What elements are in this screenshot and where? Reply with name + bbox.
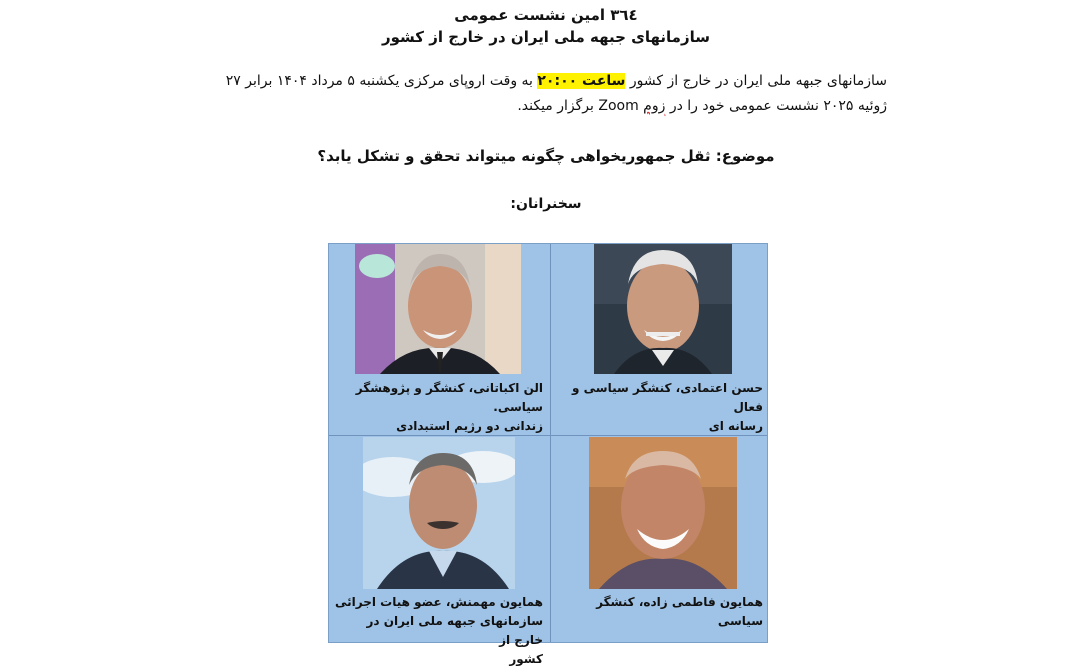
- speaker-photo-1: [594, 244, 732, 374]
- speaker-role: زندانی دو رژیم استبدادی: [396, 419, 543, 433]
- speaker-name: الن اکباتانی، کنشگر و پژوهشگر سیاسی.: [355, 381, 543, 414]
- speaker-name: حسن اعتمادی، کنشگر سیاسی و فعال: [572, 381, 763, 414]
- speaker-role: سازمانهای جبهه ملی ایران در خارج از: [366, 614, 543, 647]
- intro-text: Zoom برگزار میکند.: [517, 98, 644, 114]
- topic-heading: موضوع: ثقل جمهوریخواهی چگونه میتواند تحقق و تشکل یابد؟: [317, 147, 775, 165]
- speaker-photo-4: [363, 437, 515, 589]
- speaker-caption-1: [557, 379, 763, 436]
- intro-text: سازمانهای جبهه ملی ایران در خارج از کشور: [625, 73, 887, 89]
- speaker-role: کشور: [509, 652, 543, 666]
- speaker-photo-2: [355, 244, 521, 374]
- intro-text: به وقت اروپای مرکزی یکشنبه ۵ مرداد ۱۴۰۴ برابر ۲۷: [225, 73, 538, 89]
- speaker-role: رسانه ای: [708, 419, 763, 433]
- speaker-caption-2: [335, 379, 543, 436]
- spellcheck-word: زوم: [643, 98, 666, 114]
- speaker-caption-3: [557, 593, 763, 631]
- intro-line-1: [226, 73, 887, 89]
- intro-line-2: [517, 98, 887, 114]
- speaker-photo-3: [589, 437, 737, 589]
- speaker-name: همایون فاطمی زاده، کنشگر سیاسی: [596, 595, 763, 628]
- table-divider: [550, 244, 551, 642]
- meeting-number-title: ٣٦٤ امین نشست عمومی: [454, 6, 638, 24]
- speaker-name: همایون مهمنش، عضو هیات اجرائی: [335, 595, 543, 609]
- speaker-caption-4: [335, 593, 543, 669]
- speakers-table: [328, 243, 768, 666]
- time-highlight: ساعت ۲۰:۰۰: [537, 73, 626, 89]
- intro-text: ژوئیه ۲۰۲۵ نشست عمومی خود را در: [665, 98, 887, 114]
- speakers-label: سخنرانان:: [510, 196, 582, 212]
- organization-title: سازمانهای جبهه ملی ایران در خارج از کشور: [381, 28, 710, 46]
